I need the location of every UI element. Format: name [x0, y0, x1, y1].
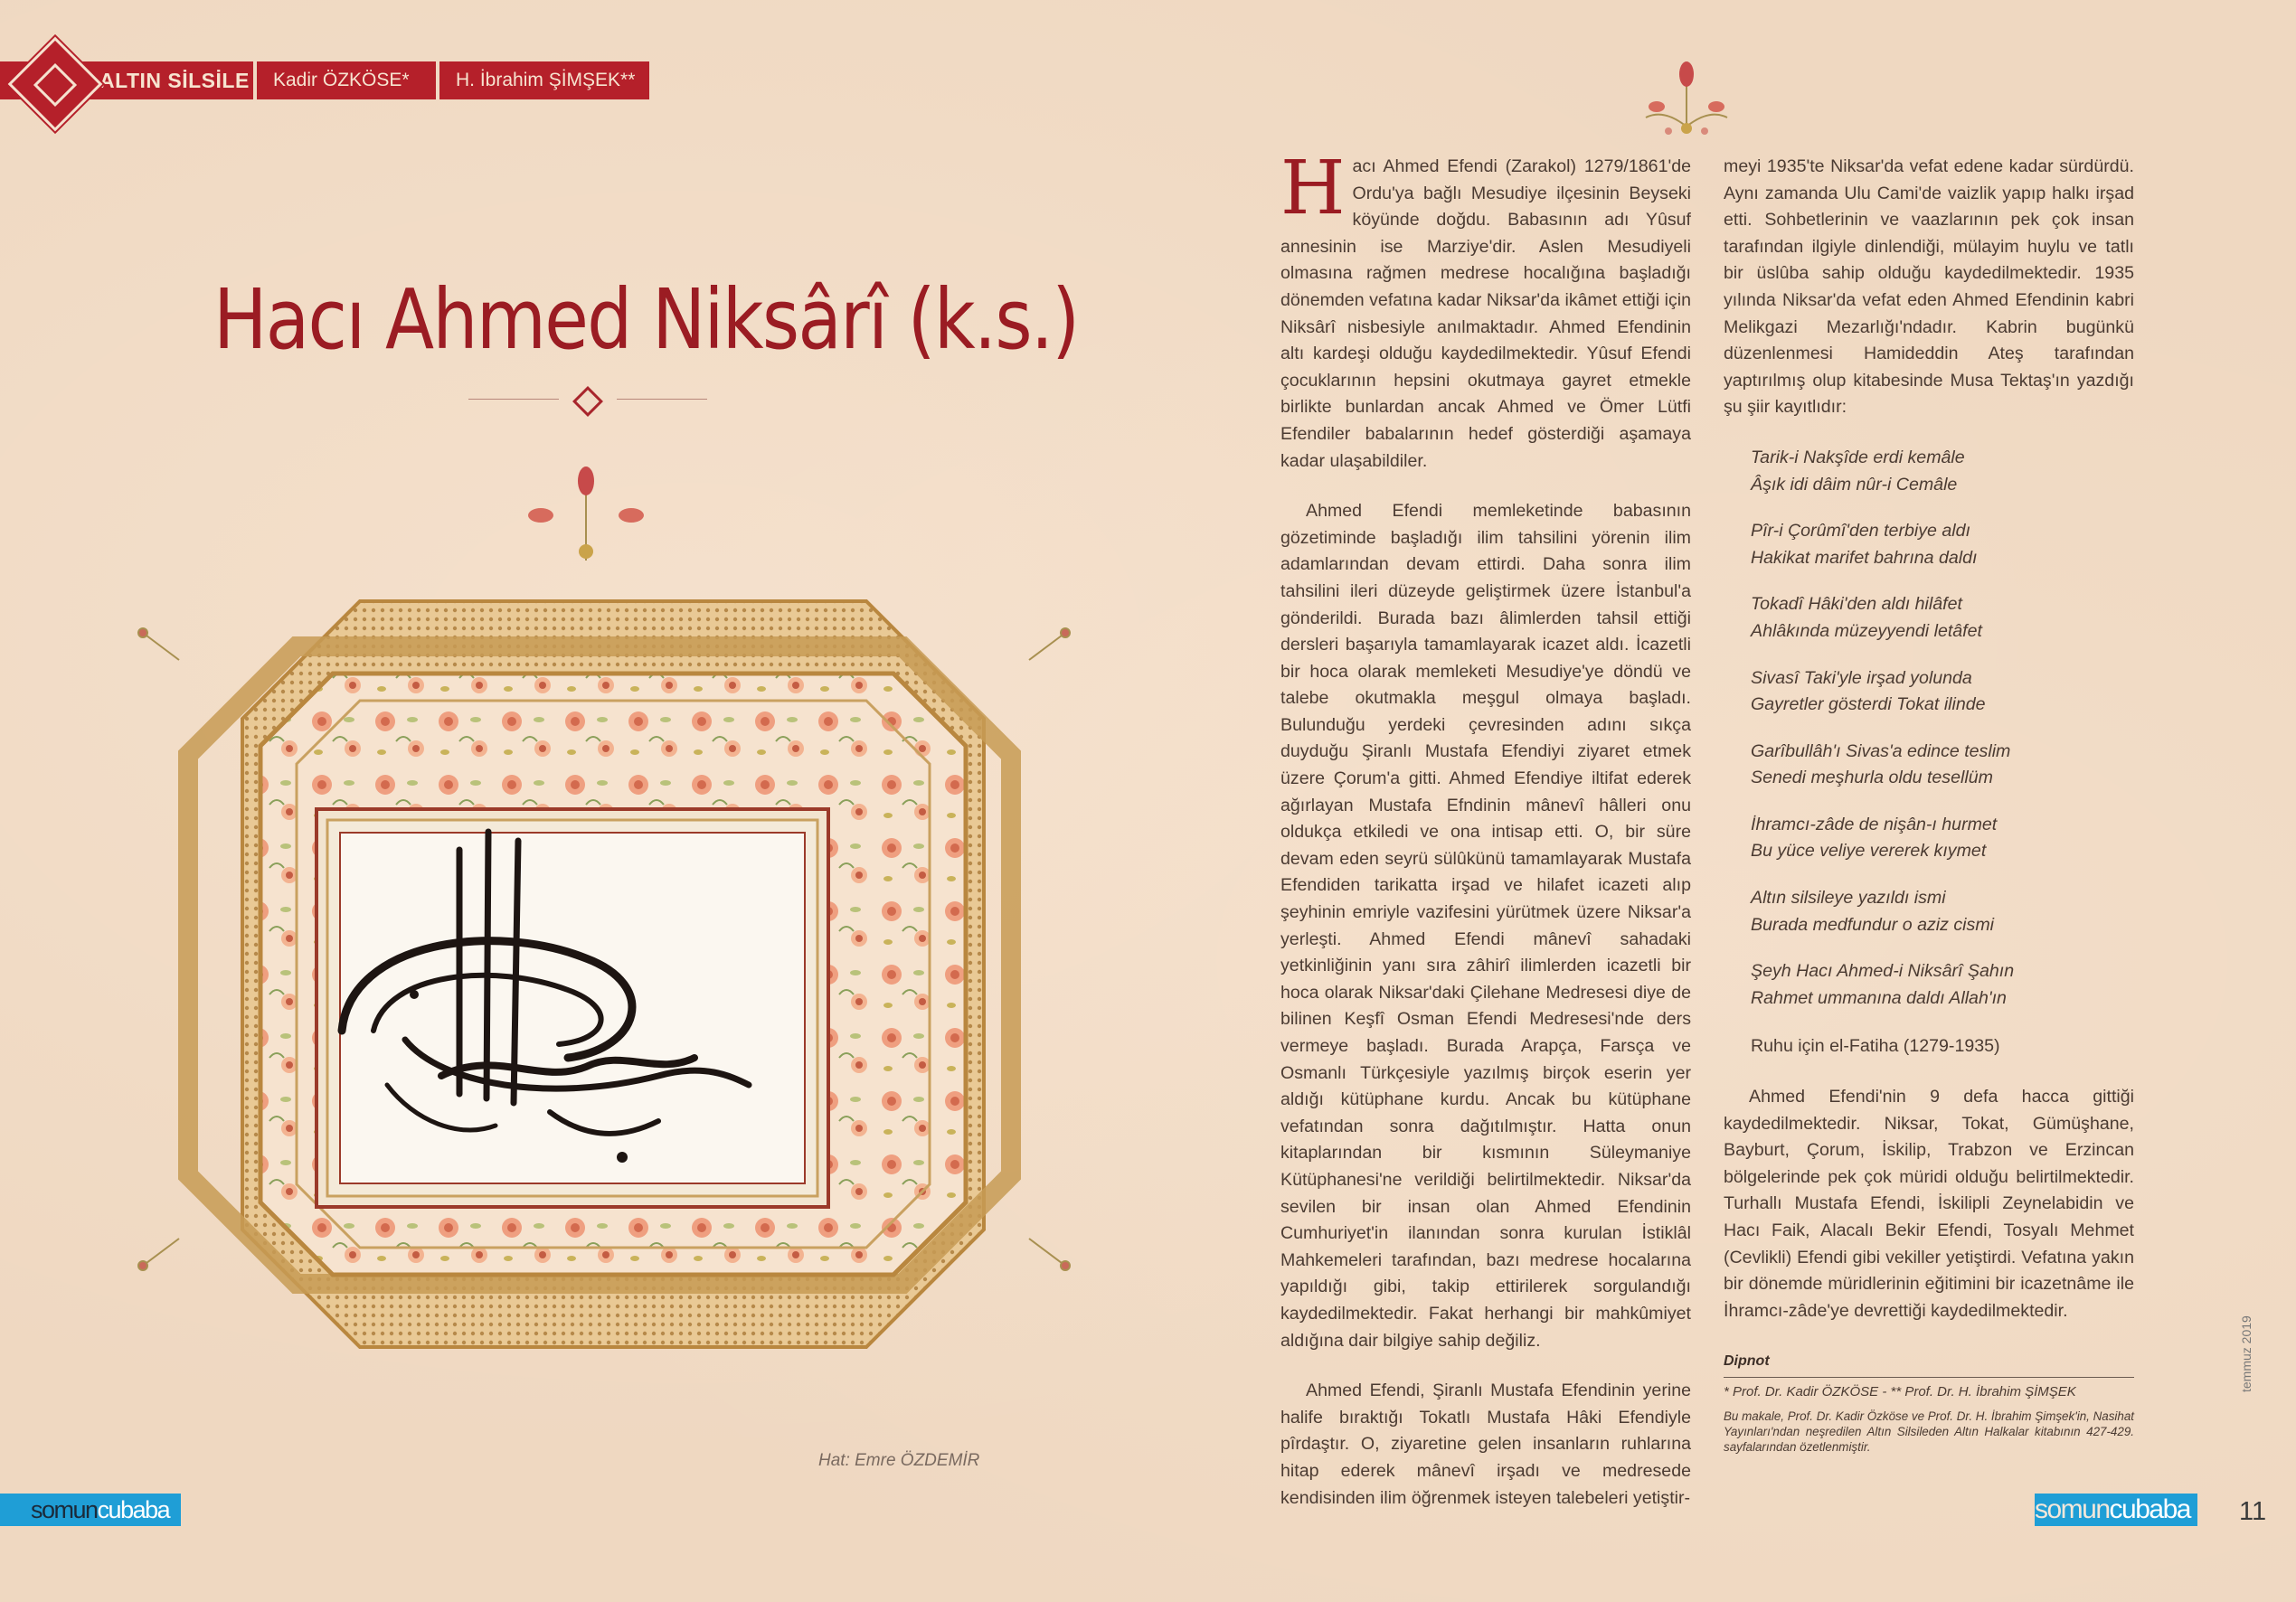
- paragraph: Ahmed Efendi memleketinde babasının gözetiminde başladığı ilim tahsilini yörenin ilim adamlarından devam ettirdi. Daha sonra ilim tahsilini ileri düzeyde geliştirmek üzere İstanbul'a gönderildi. Burada bazı âlimlerden tahsil ettiği dersleri başarıyla tamamlayarak icazet aldı. İcazetli bir hoca olarak memleketi Mesudiye'ye döndü ve talebe okutmakla meşgul olmaya başladı. Bulunduğu yerdeki çevresinden adını sıkça duyduğu Şiranlı Mustafa Efendiyi ziyaret etmek üzere Çorum'a gitti. Ahmed Efendiye iltifat ederek ağırlayan Mustafa Efndinin mânevî hâlleri onu oldukça etkiledi ve ona intisap etti. O, bir süre devam eden seyrü sülûkünü tamamlayarak Mustafa Efendiden tarikatta irşad ve hilafet icazeti alıp şeyhinin emriyle vazifesini yürütmek üzere Niksar'a yerleşti. Ahmed Efendi mânevî sahadaki yetkinliğinin yanı sıra zâhirî ilimlerden icazetli bir hoca olarak Niksar'daki Çilehane Medresesi diye de bilinen Keşfî Osman Efendi Medresesi'nde ders vermeye başladı. Burada Arapça, Farsça ve Osmanlı Türkçesiyle yazılmış birçok eserin yer aldığı kütüphane kurdu. Ancak bu kütüphane vefatından sonra dağıtılmıştır. Hatta onun kitaplarından bir kısmının Süleymaniye Kütüphanesi'ne verildiği belirtilmektedir. Niksar'da sevilen bir insan olan Ahmed Efendinin Cumhuriyet'in ilanından sonra kurulan İstiklâl Mahkemeleri tarafından, bazı medrese hocalarına yapıldığı gibi, takip ettirilerek sorgulandığı kaydedilmektedir. Fakat herhangi bir mahkûmiyet aldığına dair bilgiye sahip değiliz.: [1280, 501, 1691, 1351]
- poem-stanza: İhramcı-zâde de nişân-ı hurmet Bu yüce veliye vererek kıymet: [1751, 814, 1998, 862]
- poem-stanza: Tokadî Hâki'den aldı hilâfet Ahlâkında müzeyyendi letâfet: [1751, 594, 1982, 641]
- footnote-title: Dipnot: [1724, 1353, 1770, 1370]
- page-number: 11: [2239, 1497, 2267, 1526]
- magazine-brand-right: somuncubaba: [2035, 1494, 2197, 1526]
- paragraph: meyi 1935'te Niksar'da vefat edene kadar sürdürdü. Aynı zamanda Ulu Cami'de vaizlik yapıp halkı irşad etti. Sohbetlerinin ve vaazlarının pek çok insan tarafından ilgiyle dinlendiği, mülayim huylu ve tatlı bir üslûba sahip olduğu kaydedilmektedir. 1935 yılında Niksar'da vefat eden Ahmed Efendinin kabri Melikgazi Mezarlığı'ndadır. Kabrin bugünkü düzenlenmesi Hamideddin Ateş tarafından yaptırılmış olup kitabesinde Musa Tektaş'ın yazdığı şu şiir kayıtlıdır:: [1724, 156, 2134, 418]
- epitaph-poem: [1751, 445, 2134, 1013]
- poem-closing-line: Ruhu için el-Fatiha (1279-1935): [1751, 1036, 2000, 1057]
- illuminated-tughra-panel: [116, 452, 1110, 1456]
- article-title: Hacı Ahmed Niksârî (k.s.): [213, 270, 1079, 368]
- poem-stanza: Şeyh Hacı Ahmed-i Niksârî Şahın Rahmet ummanına daldı Allah'ın: [1751, 961, 2015, 1008]
- drop-cap: H: [1280, 146, 1346, 231]
- section-header: [0, 61, 649, 99]
- footnote-note: Bu makale, Prof. Dr. Kadir Özköse ve Prof. Dr. H. İbrahim Şimşek'in, Nasihat Yayınları'ndan neşredilen Altın Silsileden Altın Halkalar kitabının 427-429. sayfalarından özetlenmiştir.: [1724, 1409, 2135, 1454]
- poem-stanza: Pîr-i Çorûmî'den terbiye aldı Hakikat marifet bahrına daldı: [1751, 521, 1978, 568]
- title-divider: [468, 394, 707, 405]
- floral-ornament-icon: [1637, 54, 1736, 145]
- article-column-2: [1724, 154, 2134, 1455]
- issue-date: temmuz 2019: [2239, 1315, 2253, 1392]
- footnote-rule: [1724, 1377, 2134, 1378]
- paragraph: Hacı Ahmed Efendi (Zarakol) 1279/1861'de Ordu'ya bağlı Mesudiye ilçesinin Beyseki köyünde doğdu. Babasının adı Yûsuf annesinin ise Marziye'dir. Aslen Mesudiyeli olmasına rağmen medrese hocalığına başladığı dönemden vefatına kadar Niksar'da ikâmet ettiği için Niksârî nisbesiyle anılmaktadır. Ahmed Efendinin altı kardeşi olduğu kaydedilmektedir. Yûsuf Efendi çocuklarının hepsini okutmaya gayret etmekle birlikte bunlardan ancak Ahmed ve Ömer Lütfi Efendiler babalarının hedef gösterdiği aşamaya kadar ulaşabildiler.: [1280, 146, 1691, 471]
- article-column-1: [1280, 146, 1691, 1535]
- magazine-brand-left: somuncubaba: [0, 1494, 181, 1526]
- poem-stanza: Altın silsileye yazıldı ismi Burada medfundur o aziz cismi: [1751, 888, 1994, 935]
- poem-stanza: Garîbullâh'ı Sivas'a edince teslim Senedi meşhurla oldu tesellüm: [1751, 740, 2011, 788]
- paragraph: Ahmed Efendi, Şiranlı Mustafa Efendinin yerine halife bıraktığı Tokatlı Mustafa Hâki Efendiyle pîrdaştır. O, ziyaretine gelen insanların ruhlarına hitap ederek mânevî irşadı ve medresede kendisinden ilim öğrenmek isteyen talebeleri yetiştir-: [1280, 1381, 1691, 1508]
- top-floral-spray-icon: [528, 466, 644, 561]
- poem-stanza: Tarik-i Nakşîde erdi kemâle Âşık idi dâim nûr-i Cemâle: [1751, 447, 1965, 495]
- poem-stanza: Sivasî Taki'yle irşad yolunda Gayretler gösterdi Tokat ilinde: [1751, 667, 1986, 715]
- series-label: ALTIN SİLSİLE: [0, 61, 253, 99]
- paragraph: Ahmed Efendi'nin 9 defa hacca gittiği kaydedilmektedir. Niksar, Tokat, Gümüşhane, Bayburt, Çorum, İskilip, Trabzon ve Erzincan bölgelerinde pek çok müridi olduğu belirtilmektedir. Turhallı Mustafa Efendi, İskilipli Zeynelabidin ve Hacı Faik, Alacalı Bekir Efendi, Tosyalı Mehmet (Cevlikli) Efendi gibi vekiller yetiştirdi. Vefatına yakın bir dönemde müridlerinin eğitimini bir icazetnâme ile İhramcı-zâde'ye devrettiği kaydedilmektedir.: [1724, 1087, 2134, 1321]
- author-2: H. İbrahim ŞİMŞEK**: [439, 61, 649, 99]
- calligraphy-credit: Hat: Emre ÖZDEMİR: [818, 1451, 980, 1470]
- footnote-authors: * Prof. Dr. Kadir ÖZKÖSE - ** Prof. Dr. H. İbrahim ŞİMŞEK: [1724, 1383, 2076, 1399]
- author-1: Kadir ÖZKÖSE*: [257, 61, 436, 99]
